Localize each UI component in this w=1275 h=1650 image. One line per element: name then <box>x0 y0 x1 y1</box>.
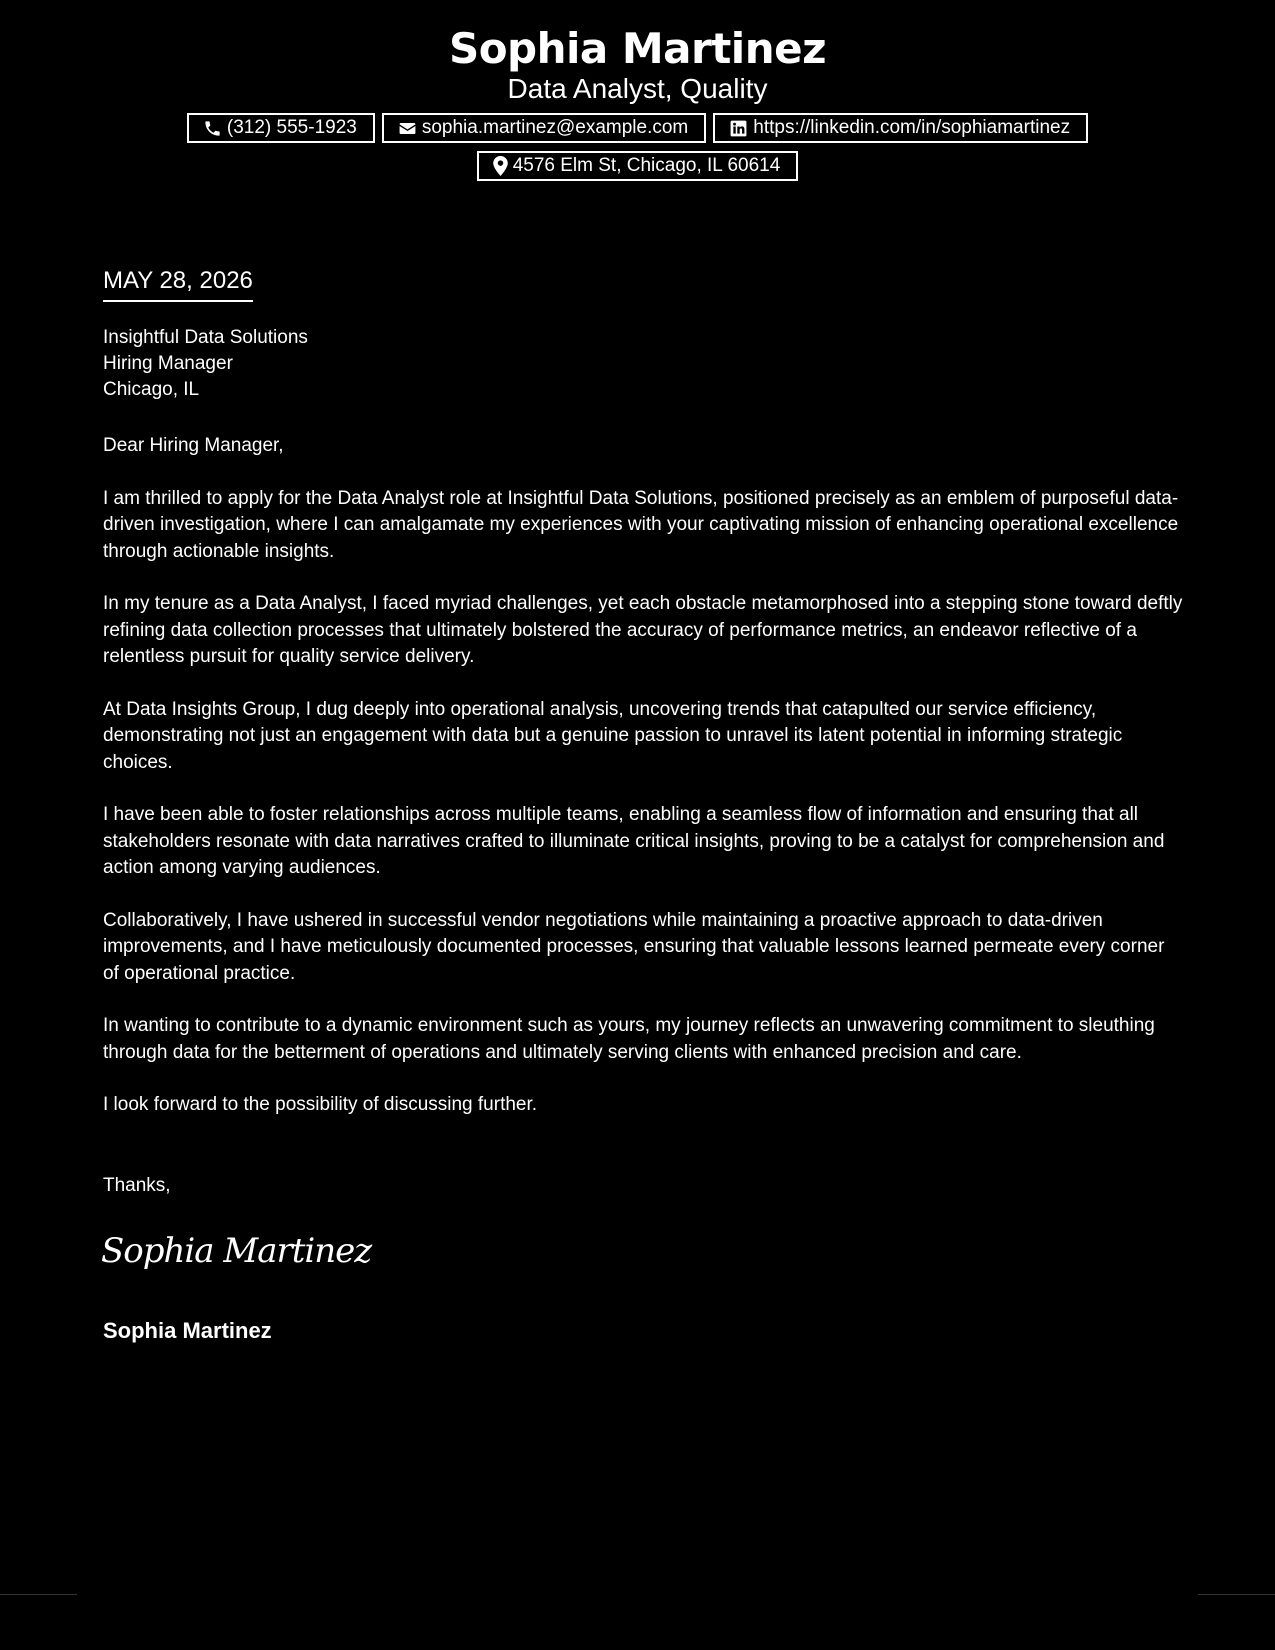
handwritten-signature: Sophia Martinez <box>101 1231 372 1271</box>
contact-row-primary <box>0 113 1275 143</box>
letter-body <box>103 433 1183 1145</box>
closing: Thanks, <box>103 1175 171 1196</box>
body-paragraph: In wanting to contribute to a dynamic environment such as yours, my journey reflects an unwavering commitment to sleuthing through data for the betterment of operations and ultimately serving clients with enhanced precision and care. <box>103 1015 1155 1063</box>
phone-icon <box>203 119 222 138</box>
body-paragraph: I look forward to the possibility of discussing further. <box>103 1094 538 1115</box>
body-paragraph: Collaboratively, I have ushered in successful vendor negotiations while maintaining a proactive approach to data-driven improvements, and I have meticulously documented processes, ensuring that valuable lessons learned permeate every corner of operational practice. <box>103 909 1165 984</box>
phone-text: (312) 555-1923 <box>226 117 357 138</box>
map-pin-icon <box>493 156 508 176</box>
email-chip[interactable] <box>382 113 706 143</box>
phone-chip[interactable] <box>187 113 375 143</box>
signer-name: Sophia Martinez <box>103 1318 272 1343</box>
recipient-block <box>103 325 308 403</box>
linkedin-text: https://linkedin.com/in/sophiamartinez <box>753 117 1071 138</box>
salutation: Dear Hiring Manager, <box>103 435 284 456</box>
applicant-title: Data Analyst, Quality <box>507 73 768 104</box>
address-chip[interactable] <box>477 151 799 181</box>
contact-row-secondary <box>0 151 1275 181</box>
footer-divider-right <box>1198 1594 1275 1595</box>
letter-date: MAY 28, 2026 <box>103 266 253 302</box>
body-paragraph: I am thrilled to apply for the Data Analyst role at Insightful Data Solutions, positioned precisely as an emblem of purposeful data-driven investigation, where I can amalgamate my experiences with your captivating mission of enhancing operational excellence through actionable insights. <box>103 487 1179 562</box>
email-text: sophia.martinez@example.com <box>421 117 689 138</box>
recipient-location: Chicago, IL <box>103 379 200 400</box>
applicant-name: Sophia Martinez <box>448 24 827 73</box>
linkedin-chip[interactable] <box>713 113 1088 143</box>
linkedin-icon <box>729 119 748 138</box>
recipient-company: Insightful Data Solutions <box>103 327 308 348</box>
body-paragraph: I have been able to foster relationships across multiple teams, enabling a seamless flow of information and ensuring that all stakeholders resonate with data narratives crafted to illuminate critical insights, proving to be a catalyst for comprehension and action among varying audiences. <box>103 804 1165 878</box>
footer-divider-left <box>0 1594 77 1595</box>
letter-header <box>0 22 1275 181</box>
body-paragraph: In my tenure as a Data Analyst, I faced myriad challenges, yet each obstacle metamorphosed into a stepping stone toward deftly refining data collection processes that ultimately bolstered the accuracy of performance metrics, an endeavor reflective of a relentless pursuit for quality service delivery. <box>103 593 1183 667</box>
recipient-role: Hiring Manager <box>103 353 233 374</box>
body-paragraph: At Data Insights Group, I dug deeply into operational analysis, uncovering trends that catapulted our service efficiency, demonstrating not just an engagement with data but a genuine passion to unravel its latent potential in informing strategic choices. <box>103 698 1123 773</box>
envelope-icon <box>398 119 417 138</box>
address-text: 4576 Elm St, Chicago, IL 60614 <box>512 155 781 176</box>
